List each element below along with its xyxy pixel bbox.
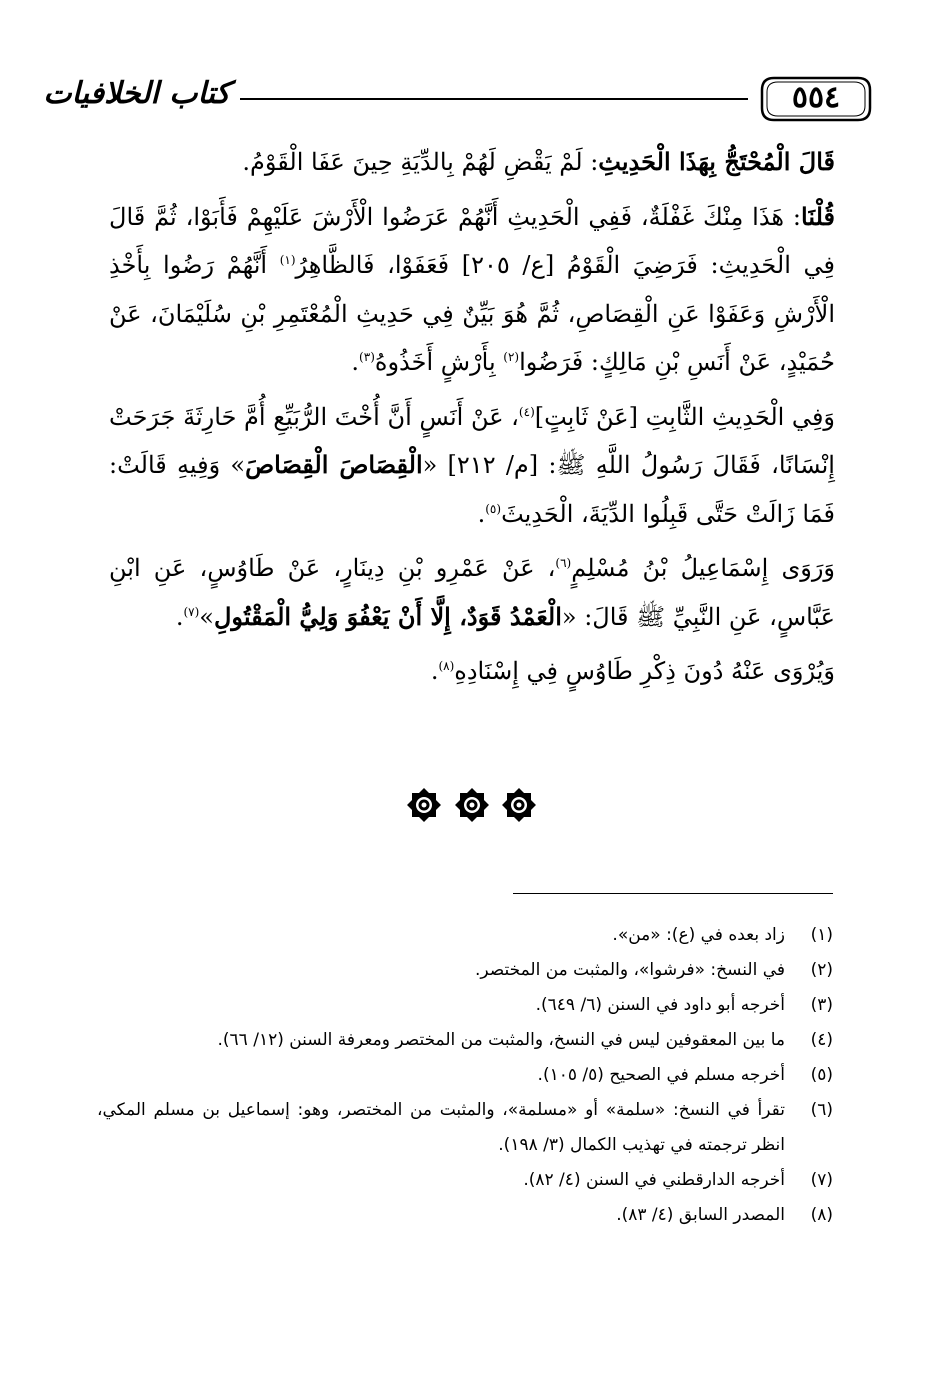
footnote-text: ما بين المعقوفين ليس في النسخ، والمثبت من المختصر ومعرفة السنن (١٢/ ٦٦). (217, 1030, 785, 1050)
footnote-text: أخرجه أبو داود في السنن (٦/ ٦٤٩). (535, 995, 785, 1015)
paragraph-2-lead: قُلْنَا (801, 201, 835, 231)
footnote-number: (٨) (810, 1205, 833, 1225)
paragraph-4 (109, 544, 835, 641)
star-ornament-icon (455, 788, 489, 822)
main-text (109, 138, 835, 696)
paragraph-3-text-c: » وَفِيهِ قَالَتْ: فَمَا زَالَتْ حَتَّى قَبِلُوا الدِّيَةَ، الْحَدِيثَ (109, 451, 835, 528)
footnote-text: في النسخ: «فرشوا»، والمثبت من المختصر. (474, 960, 785, 980)
page-header (43, 72, 872, 132)
page-number: ٥٥٤ (791, 80, 841, 115)
footnote-number: (٧) (810, 1170, 833, 1190)
footnote-text: تقرأ في النسخ: «سلمة» أو «مسلمة»، والمثبت من المختصر، وهو: إسماعيل بن مسلم المكي، انظر ترجمته في تهذيب الكمال (٣/ ١٩٨). (97, 1100, 785, 1155)
paragraph-1-text: : لَمْ يَقْضِ لَهُمْ بِالدِّيَةِ حِينَ عَفَا الْقَوْمُ. (242, 148, 599, 176)
paragraph-4-end: . (175, 602, 184, 631)
paragraph-4-text-b: ، عَنْ عَمْرِو بْنِ دِينَارٍ، عَنْ طَاوُسٍ، عَنِ ابْنِ عَبَّاسٍ، عَنِ النَّبِيِّ ﷺ قَالَ: « (109, 554, 835, 631)
star-ornament-icon (407, 788, 441, 822)
footnote-text: المصدر السابق (٤/ ٨٣). (616, 1205, 785, 1225)
paragraph-1 (109, 138, 835, 187)
footnote-8 (97, 1198, 833, 1233)
paragraph-3-end: . (477, 499, 486, 528)
footnote-1 (97, 918, 833, 953)
footnote-7 (97, 1163, 833, 1198)
footnote-3 (97, 988, 833, 1023)
paragraph-3-text-b: ، عَنْ أَنَسٍ أَنَّ أُخْتَ الرُّبَيِّعِ أُمَّ حَارِثَةَ جَرَحَتْ إِنْسَانًا، فَقَالَ رَسُولُ اللَّهِ ﷺ: [م/ ٢١٢] « (109, 402, 835, 479)
paragraph-4-text-c: » (199, 602, 214, 631)
footnote-number: (١) (810, 925, 833, 945)
paragraph-2-text-c: بِأَرْشٍ أَخَذُوهُ (374, 348, 504, 376)
paragraph-5-text: وَيُرْوَى عَنْهُ دُونَ ذِكْرِ طَاوُسٍ فِي إِسْنَادِهِ (454, 657, 835, 685)
paragraph-4-text-a: وَرَوَى إِسْمَاعِيلُ بْنُ مُسْلِمٍ (571, 554, 835, 582)
paragraph-5-end: . (430, 657, 439, 685)
footnote-4 (97, 1023, 833, 1058)
paragraph-1-lead: قَالَ الْمُحْتَجُّ بِهَذَا الْحَدِيثِ (598, 147, 835, 176)
paragraph-2-end: . (351, 348, 360, 376)
hadith-quote-qisas: الْقِصَاصَ الْقِصَاصَ (245, 450, 423, 479)
footnote-number: (٣) (810, 995, 833, 1015)
footnote-number: (٥) (810, 1065, 833, 1085)
paragraph-2 (109, 193, 835, 387)
footnote-separator (513, 893, 833, 894)
footnotes (97, 918, 833, 1233)
footnote-marker-3[interactable]: (٣) (359, 350, 375, 364)
paragraph-5 (109, 647, 835, 696)
footnote-text: أخرجه مسلم في الصحيح (٥/ ١٠٥). (537, 1065, 785, 1085)
footnote-marker-4[interactable]: (٤) (518, 404, 535, 419)
footnote-marker-8[interactable]: (٨) (438, 659, 455, 673)
paragraph-2-text-a: : هَذَا مِنْكَ غَفْلَةٌ، فَفِي الْحَدِيثِ أَنَّهُمْ عَرَضُوا الْأَرْشَ عَلَيْهِمْ فَأَبَوْا، ثُمَّ قَالَ فِي الْحَدِيثِ: فَرَضِيَ الْقَوْمُ [ع/ ٢٠٥] فَعَفَوْا، فَالظَّاهِرُ (109, 202, 835, 279)
star-ornament-icon (502, 788, 536, 822)
footnote-text: أخرجه الدارقطني في السنن (٤/ ٨٢). (523, 1170, 785, 1190)
paragraph-2-text-b: أَنَّهُمْ رَضُوا بِأَخْذِ الْأَرْشِ وَعَفَوْا عَنِ الْقِصَاصِ، ثُمَّ هُوَ بَيِّنٌ فِي حَدِيثِ الْمُعْتَمِرِ بْنِ سُلَيْمَانَ، عَنْ حُمَيْدٍ، عَنْ أَنَسِ بْنِ مَالِكٍ: فَرَضُوا (109, 251, 835, 376)
book-title: كتاب الخلافيات (43, 76, 230, 111)
footnote-number: (٤) (810, 1030, 833, 1050)
footnote-marker-6[interactable]: (٦) (555, 556, 572, 570)
footnote-number: (٢) (810, 960, 833, 980)
footnote-5 (97, 1058, 833, 1093)
footnote-number: (٦) (810, 1100, 833, 1120)
paragraph-3-text-a: وَفِي الْحَدِيثِ الثَّابِتِ [عَنْ ثَابِتٍ] (534, 402, 835, 431)
footnote-marker-1[interactable]: (١) (279, 253, 296, 267)
section-ornament (0, 788, 943, 824)
footnote-marker-5[interactable]: (٥) (485, 501, 502, 516)
footnote-marker-7[interactable]: (٧) (183, 604, 200, 619)
footnote-2 (97, 953, 833, 988)
header-rule (240, 98, 748, 100)
footnote-text: زاد بعده في (ع): «من». (612, 925, 785, 945)
footnote-marker-2[interactable]: (٢) (503, 350, 520, 364)
page-number-badge (760, 74, 872, 124)
paragraph-3 (109, 393, 835, 539)
hadith-quote-amd: الْعَمْدُ قَوَدٌ، إِلَّا أَنْ يَعْفُوَ وَلِيُّ الْمَقْتُولِ (213, 601, 562, 631)
footnote-6 (97, 1093, 833, 1163)
